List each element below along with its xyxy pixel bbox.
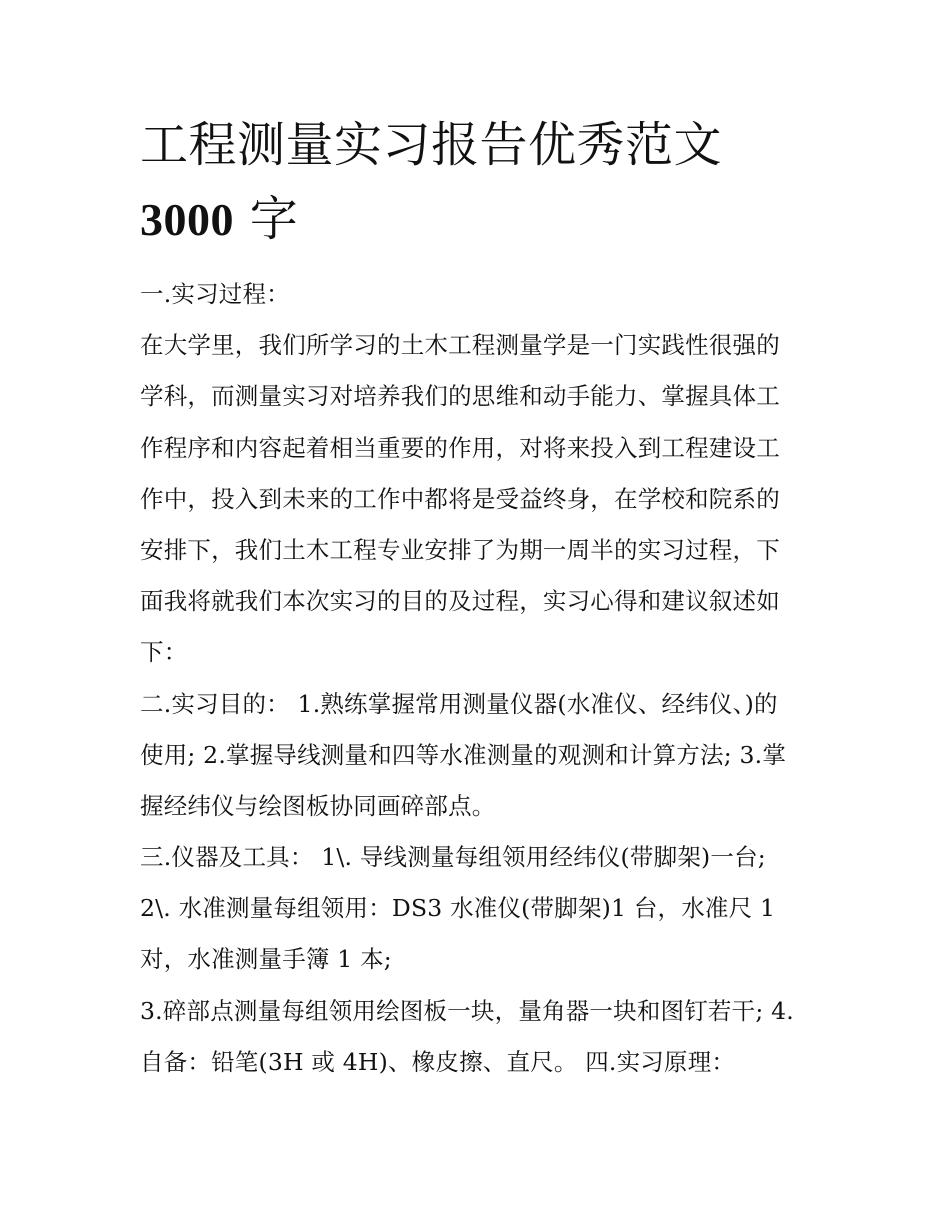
body-line: 对，水准测量手簿 1 本;	[140, 945, 392, 974]
body-line: 一.实习过程：	[140, 280, 290, 308]
title-line-1: 工程测量实习报告优秀范文	[140, 117, 723, 173]
body-line: 作中，投入到未来的工作中都将是受益终身，在学校和院系的	[140, 484, 780, 513]
document-body	[140, 269, 815, 1088]
body-line: 下：	[140, 638, 188, 667]
title-number: 3000	[140, 194, 234, 245]
body-line: 握经纬仪与绘图板协同画碎部点。	[140, 791, 496, 820]
body-line: 在大学里，我们所学习的土木工程测量学是一门实践性很强的	[140, 331, 780, 360]
body-line: 2\. 水准测量每组领用：DS3 水准仪(带脚架)1 台，水准尺 1	[140, 894, 776, 923]
title-line-2	[140, 182, 815, 257]
body-line: 使用; 2.掌握导线测量和四等水准测量的观测和计算方法; 3.掌	[140, 740, 787, 769]
body-line: 学科，而测量实习对培养我们的思维和动手能力、掌握具体工	[140, 382, 780, 411]
body-line: 面我将就我们本次实习的目的及过程，实习心得和建议叙述如	[140, 587, 780, 616]
body-line: 安排下，我们土木工程专业安排了为期一周半的实习过程，下	[140, 535, 780, 564]
document-content	[140, 108, 815, 1088]
document-title	[140, 108, 815, 257]
body-line: 三.仪器及工具： 1\. 导线测量每组领用经纬仪(带脚架)一台;	[140, 843, 766, 872]
body-line: 3.碎部点测量每组领用绘图板一块，量角器一块和图钉若干; 4.	[140, 996, 794, 1025]
title-suffix: 字	[234, 191, 299, 247]
body-line: 作程序和内容起着相当重要的作用，对将来投入到工程建设工	[140, 433, 780, 462]
body-line: 自备：铅笔(3H 或 4H)、橡皮擦、直尺。 四.实习原理：	[140, 1047, 736, 1076]
body-line: 二.实习目的： 1.熟练掌握常用测量仪器(水准仪、经纬仪、)的	[140, 689, 778, 718]
